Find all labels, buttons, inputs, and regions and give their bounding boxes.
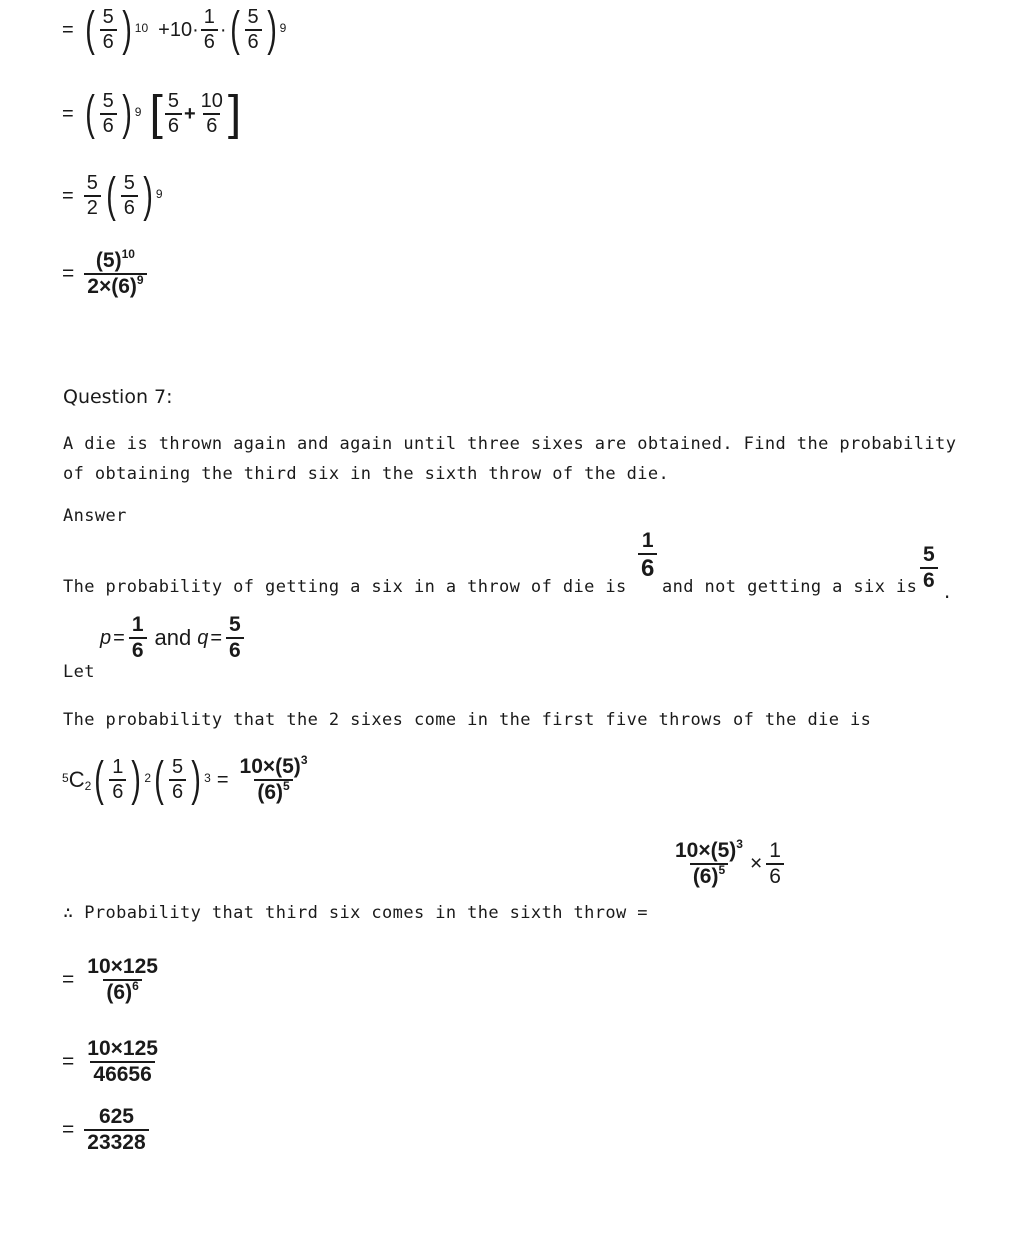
question-text-line-2: of obtaining the third six in the sixth throw of the die. xyxy=(63,464,670,484)
fraction-one-sixth-inline: $\frac{1}{6}$ xyxy=(636,530,659,581)
sixth-throw-expression: $\frac{10\times(5)^3}{(6)^5}$ × $\frac{1}{6}$ xyxy=(670,840,786,888)
exponent: 9 xyxy=(279,21,287,35)
let-label: Let xyxy=(63,662,95,682)
derivation-line-1: = ( $\frac{5}{6}$ ) 10 +10· $\frac{1}{6}$ · ( $\frac{5}{6}$ ) 9 xyxy=(62,3,287,56)
fraction-five-sixths: $\frac{5}{6}$ xyxy=(100,7,117,53)
exponent: 10 xyxy=(134,21,149,35)
fraction-five-sixths: $\frac{5}{6}$ xyxy=(245,7,262,53)
equals-sign: = xyxy=(62,18,74,41)
result-step-1: = $\frac{10\times 125}{(6)^6}$ xyxy=(62,955,158,1005)
period: . xyxy=(942,583,953,603)
answer-label: Answer xyxy=(63,506,127,526)
fraction-five-sixths-inline: $\frac{5}{6}$ xyxy=(918,544,940,592)
result-step-3: = $\frac{625}{23328}$ xyxy=(62,1106,151,1154)
five-throws-sentence: The probability that the 2 sixes come in the first five throws of the die is xyxy=(63,710,872,730)
question-title: Question 7: xyxy=(63,386,173,408)
fraction-one-sixth: $\frac{1}{6}$ xyxy=(201,7,218,53)
p-q-definition: p = $\frac{1}{6}$ and q = $\frac{5}{6}$ xyxy=(100,614,246,662)
derivation-line-3: = $\frac{5}{2}$ ( $\frac{5}{6}$ ) 9 xyxy=(62,169,163,222)
result-step-2: = $\frac{10\times 125}{46656}$ xyxy=(62,1037,158,1087)
derivation-line-4: = $\frac{(5)^{10}}{2\times(6)^9}$ xyxy=(62,250,149,298)
question-text-line-1: A die is thrown again and again until three sixes are obtained. Find the probability xyxy=(63,434,957,454)
probability-sentence-b: and not getting a six is xyxy=(662,577,918,597)
therefore-sentence: ∴ Probability that third six comes in the sixth throw = xyxy=(63,903,648,923)
coefficient: +10· xyxy=(158,18,199,41)
derivation-line-2: = ( $\frac{5}{6}$ ) 9 [ $\frac{5}{6}$ + $\frac{10}{6}$ ] xyxy=(62,87,242,140)
binomial-expression: 5 C 2 ( $\frac{1}{6}$ ) 2 ( $\frac{5}{6}$ ) 3 = $\frac{10\times(5)^3}{(6)^5}$ xyxy=(62,753,308,807)
probability-sentence-a: The probability of getting a six in a throw of die is xyxy=(63,577,627,597)
